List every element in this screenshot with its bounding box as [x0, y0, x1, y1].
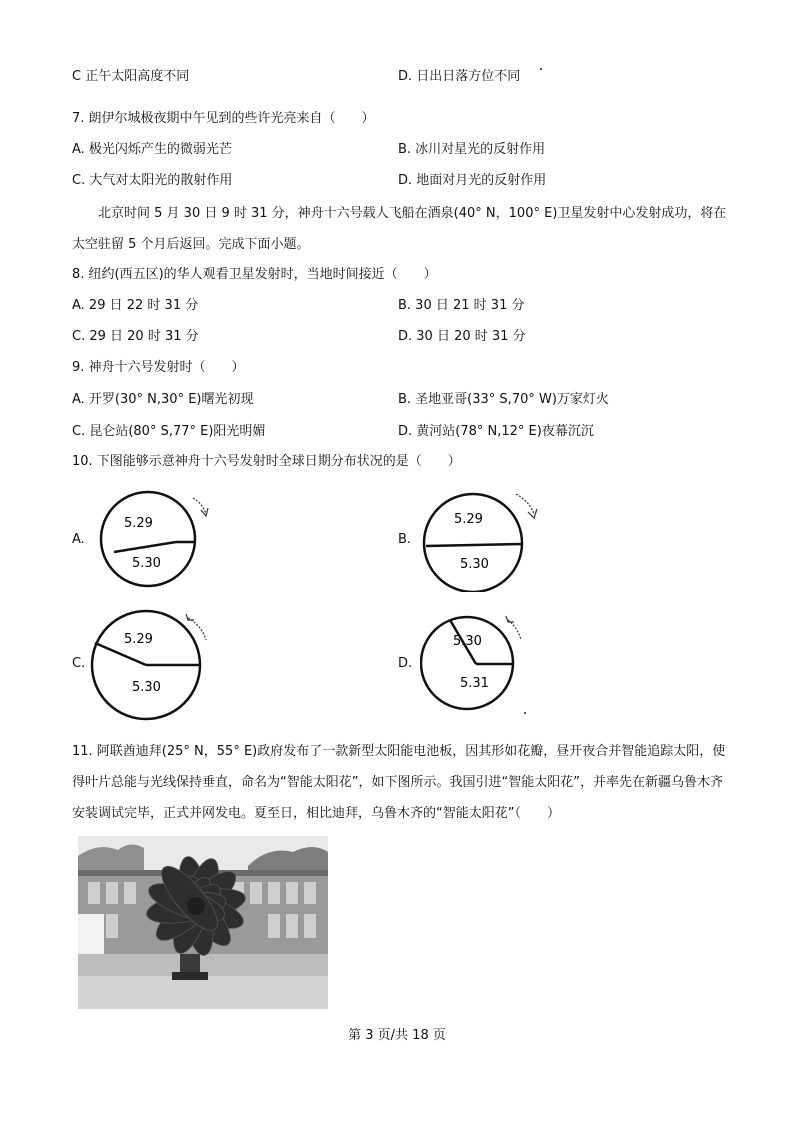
stray-mark — [524, 712, 526, 714]
q10-option-a-letter: A. — [72, 532, 85, 547]
label-bottom: 5.30 — [460, 557, 489, 572]
q6-option-d: D. 日出日落方位不同 — [398, 69, 521, 84]
q9-option-d: D. 黄河站(78° N,12° E)夜幕沉沉 — [398, 424, 594, 439]
date-circle-diagram-a — [90, 490, 220, 590]
q9-option-a: A. 开罗(30° N,30° E)曙光初现 — [72, 392, 254, 407]
date-circle-diagram-b — [420, 488, 550, 592]
stray-mark — [540, 68, 542, 70]
q7-stem: 7. 朗伊尔城极夜期中午见到的些许光亮来自（ ） — [72, 111, 375, 126]
q7-option-d: D. 地面对月光的反射作用 — [398, 173, 547, 188]
label-top: 5.29 — [454, 512, 483, 527]
q8-option-d: D. 30 日 20 时 31 分 — [398, 329, 526, 344]
q8-option-c: C. 29 日 20 时 31 分 — [72, 329, 199, 344]
q8-option-b: B. 30 日 21 时 31 分 — [398, 298, 525, 313]
q10-option-c-letter: C. — [72, 656, 86, 671]
label-bottom: 5.30 — [132, 680, 161, 695]
smart-sunflower-photo — [78, 836, 328, 1009]
label-top: 5.29 — [124, 516, 153, 531]
page-footer: 第 3 页/共 18 页 — [348, 1028, 446, 1043]
date-circle-diagram-d — [420, 612, 540, 718]
q9-option-b: B. 圣地亚哥(33° S,70° W)万家灯火 — [398, 392, 609, 407]
q8-stem: 8. 纽约(西五区)的华人观看卫星发射时，当地时间接近（ ） — [72, 267, 437, 282]
q7-option-a: A. 极光闪烁产生的微弱光芒 — [72, 142, 232, 157]
q10-stem: 10. 下图能够示意神舟十六号发射时全球日期分布状况的是（ ） — [72, 454, 461, 469]
q10-option-b-letter: B. — [398, 532, 412, 547]
q7-option-b: B. 冰川对星光的反射作用 — [398, 142, 546, 157]
q11-stem: 11. 阿联酋迪拜(25° N，55° E)政府发布了一款新型太阳能电池板，因其形如花瓣，昼开夜合并智能追踪太阳，使得叶片总能与光线保持垂直，命名为“智能太阳花”，如下图所示。我国引进“智能太阳花”，并率先在新疆乌鲁木齐安装调试完毕，正式并网发电。夏至日，相比迪拜，乌鲁木齐的“智能太阳花”（ ） — [72, 744, 726, 821]
q7-option-c: C. 大气对太阳光的散射作用 — [72, 173, 233, 188]
label-bottom: 5.31 — [460, 676, 489, 691]
label-top: 5.29 — [124, 632, 153, 647]
q9-option-c: C. 昆仑站(80° S,77° E)阳光明媚 — [72, 424, 266, 439]
q8-option-a: A. 29 日 22 时 31 分 — [72, 298, 199, 313]
label-top: 5.30 — [453, 634, 482, 649]
passage-text: 北京时间 5 月 30 日 9 时 31 分，神舟十六号载人飞船在酒泉(40° N，100° E)卫星发射中心发射成功，将在太空驻留 5 个月后返回。完成下面小题。 — [72, 206, 727, 252]
q6-option-c: C 正午太阳高度不同 — [72, 69, 190, 84]
label-bottom: 5.30 — [132, 556, 161, 571]
q9-stem: 9. 神舟十六号发射时（ ） — [72, 360, 245, 375]
q10-option-d-letter: D. — [398, 656, 413, 671]
date-circle-diagram-c — [88, 608, 223, 722]
